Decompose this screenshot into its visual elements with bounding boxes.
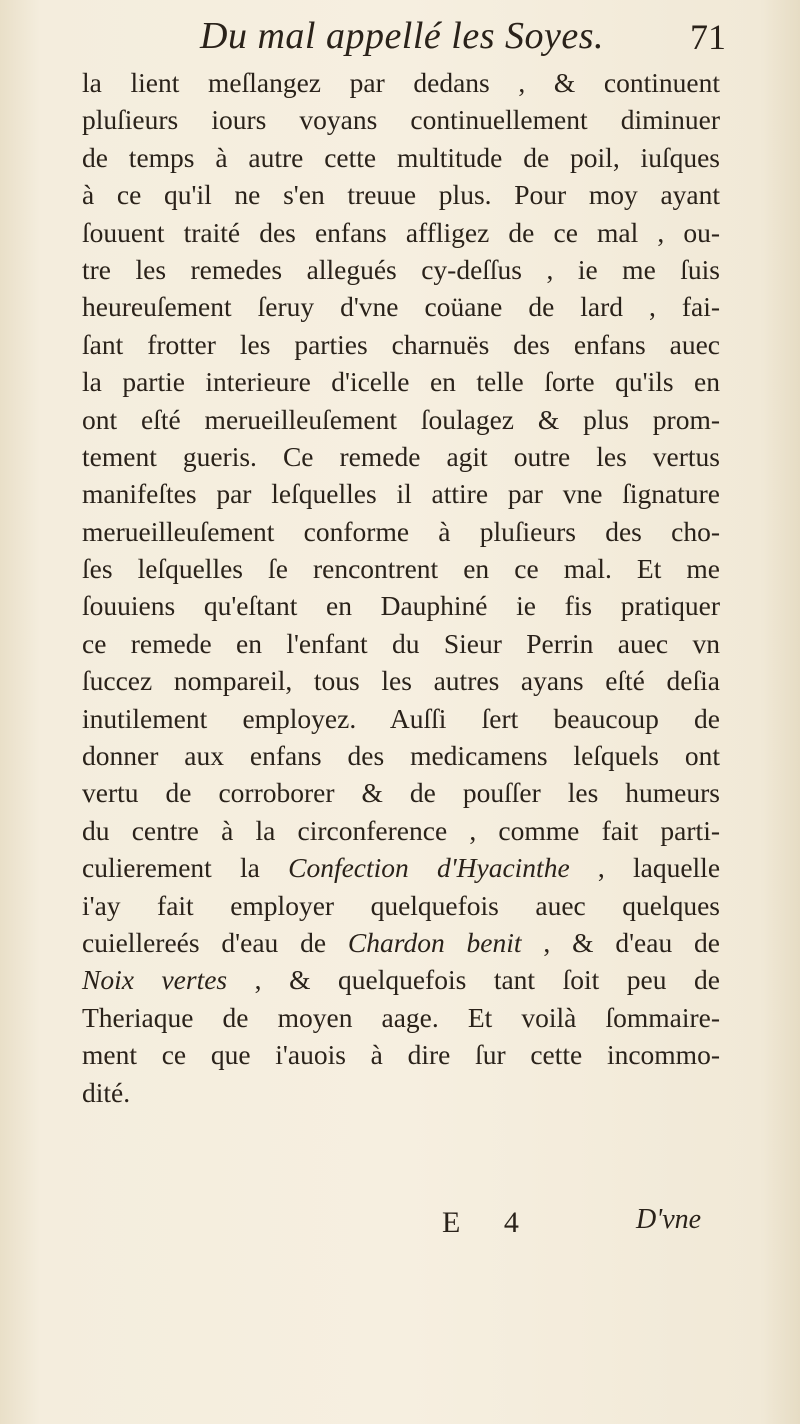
text-line: ce remede en l'enfant du Sieur Perrin auec vn [82,627,720,659]
text-line: la lient meſlangez par dedans , & continuent [82,67,720,98]
page-header [0,14,800,70]
text-line: à ce qu'il ne s'en treuue plus. Pour moy ayant [82,179,720,211]
body-text [82,64,720,1111]
text-segment: , laquelle [597,852,721,884]
text-line: du centre à la circonference , comme fait parti- [82,814,720,846]
text-line: pluſieurs iours voyans continuellement diminuer [82,104,720,136]
text-line: i'ay fait employer quelquefois auec quelques [82,889,720,921]
text-line: ſouuiens qu'eſtant en Dauphiné ie fis pratiquer [82,590,720,622]
text-line: tement gueris. Ce remede agit outre les vertus [82,440,720,472]
text-line: dité. [82,1076,131,1108]
text-segment: , & d'eau de [543,926,720,958]
text-line: ment ce que i'auois à dire ſur cette incommo- [82,1039,720,1071]
running-title: Du mal appellé les Soyes. [200,15,605,57]
text-line: la partie interieure d'icelle en telle ſorte qu'ils en [82,366,720,398]
text-line: Theriaque de moyen aage. Et voilà ſommaire- [82,1001,720,1033]
text-line: merueilleuſement conforme à pluſieurs des cho- [82,515,720,547]
text-line: donner aux enfans des medicamens leſquels ont [82,740,720,772]
text-line: tre les remedes allegués cy-deſſus , ie me ſuis [82,253,720,285]
text-segment: cuiellereés d'eau de [82,926,327,958]
text-line [82,924,720,961]
text-line [82,961,720,998]
text-line: ſouuent traité des enfans affligez de ce mal , ou- [82,216,720,248]
catchword: D'vne [636,1204,702,1235]
text-line [82,849,720,886]
text-line: manifeſtes par leſquelles il attire par vne ſignature [82,478,720,510]
italic-term-chardon: Chardon benit [347,926,522,958]
italic-term-noix: Noix vertes [82,964,228,996]
text-line: ſuccez nompareil, tous les autres ayans eſté deſia [82,665,720,697]
text-line: ſes leſquelles ſe rencontrent en ce mal. Et me [82,553,720,585]
text-segment: culierement la [82,852,260,884]
page-number: 71 [690,17,726,57]
italic-term-confection: Confection d'Hyacinthe [288,852,570,884]
signature-mark: E 4 [442,1206,537,1239]
text-line: inutilement employez. Auſſi ſert beaucoup de [82,702,720,734]
text-segment: , & quelquefois tant ſoit peu de [254,964,720,996]
text-line: heureuſement ſeruy d'vne coüane de lard , fai- [82,291,720,323]
text-line: de temps à autre cette multitude de poil, iuſques [82,141,720,173]
text-line: ont eſté merueilleuſement ſoulagez & plus prom- [82,403,720,435]
page-footer [0,1200,800,1250]
text-line: vertu de corroborer & de pouſſer les humeurs [82,777,720,809]
text-line: ſant frotter les parties charnuës des enfans auec [82,328,720,360]
